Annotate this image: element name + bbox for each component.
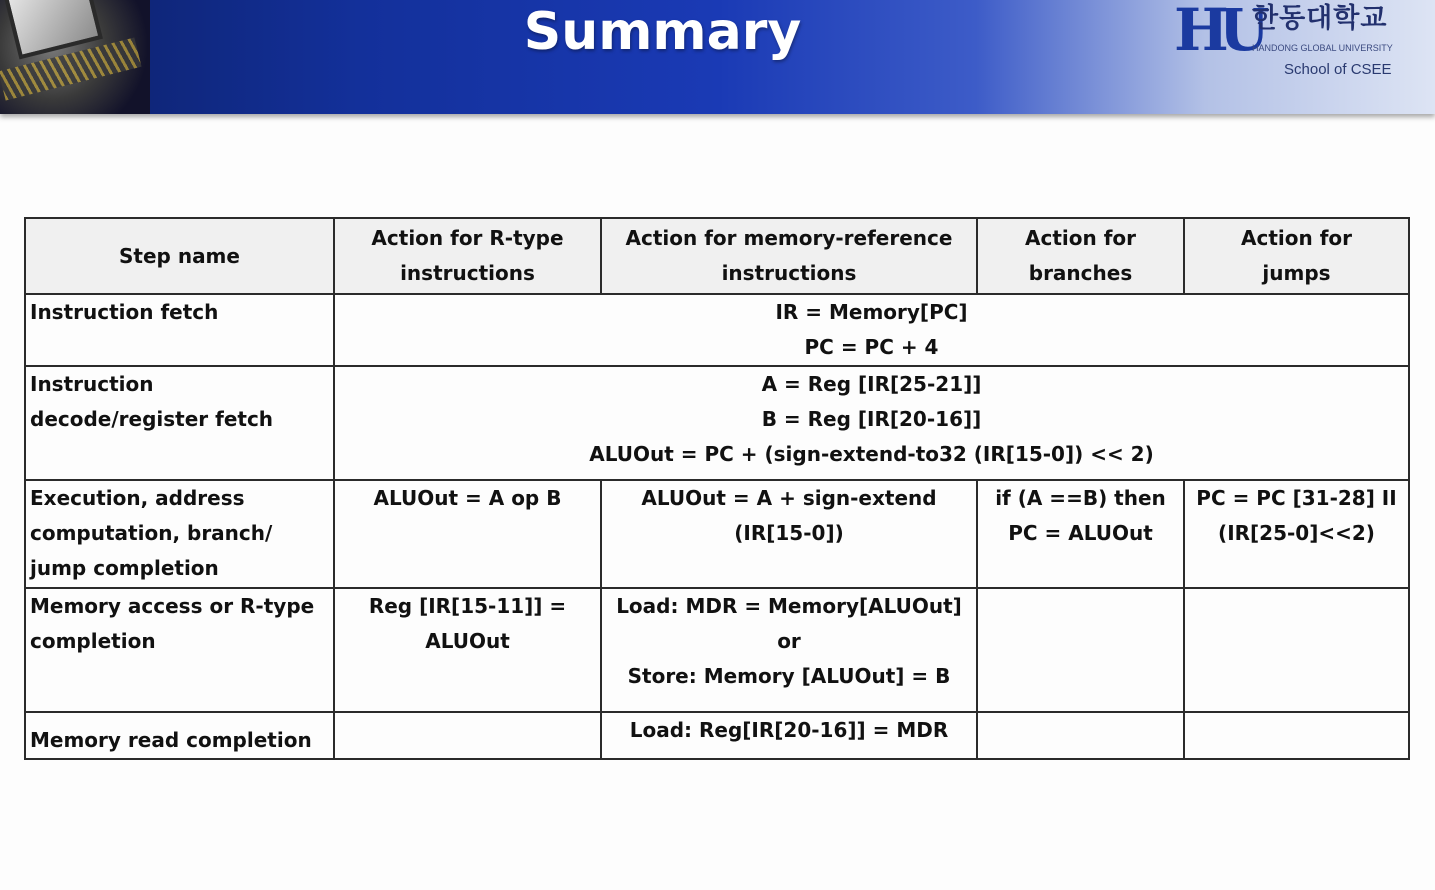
step-memory-access: Memory access or R-type completion — [25, 588, 334, 712]
header-step-name: Step name — [25, 218, 334, 294]
readcomp-rtype-action — [334, 712, 601, 759]
logo-mark: HU — [1174, 0, 1260, 64]
fetch-action: IR = Memory[PC] PC = PC + 4 — [334, 294, 1409, 366]
university-logo — [1172, 0, 1435, 90]
memory-rtype-action: Reg [IR[15-11]] = ALUOut — [334, 588, 601, 712]
readcomp-memref-action: Load: Reg[IR[20-16]] = MDR — [601, 712, 977, 759]
table-row — [25, 480, 1409, 588]
table-row — [25, 712, 1409, 759]
logo-korean-name: 한동대학교 — [1252, 3, 1388, 34]
header-jumps: Action for jumps — [1184, 218, 1409, 294]
readcomp-jump-action — [1184, 712, 1409, 759]
decode-action: A = Reg [IR[25-21]] B = Reg [IR[20-16]] ALUOut = PC + (sign-extend-to32 (IR[15-0]) << 2) — [334, 366, 1409, 480]
table-row — [25, 294, 1409, 366]
execute-jump-action: PC = PC [31-28] II (IR[25-0]<<2) — [1184, 480, 1409, 588]
step-instruction-fetch: Instruction fetch — [25, 294, 334, 366]
summary-table — [24, 217, 1410, 760]
step-decode: Instruction decode/register fetch — [25, 366, 334, 480]
header-memref: Action for memory-reference instructions — [601, 218, 977, 294]
slide-header — [0, 0, 1435, 114]
readcomp-branch-action — [977, 712, 1184, 759]
table-row — [25, 366, 1409, 480]
logo-school-name: School of CSEE — [1284, 61, 1392, 78]
execute-branch-action: if (A ==B) then PC = ALUOut — [977, 480, 1184, 588]
step-execution: Execution, address computation, branch/ jump completion — [25, 480, 334, 588]
memory-branch-action — [977, 588, 1184, 712]
table-row — [25, 588, 1409, 712]
logo-english-name: HANDONG GLOBAL UNIVERSITY — [1252, 43, 1393, 53]
memory-jump-action — [1184, 588, 1409, 712]
execute-memref-action: ALUOut = A + sign-extend (IR[15-0]) — [601, 480, 977, 588]
header-branches: Action for branches — [977, 218, 1184, 294]
step-memory-read-completion: Memory read completion — [25, 712, 334, 759]
slide-title: Summary — [523, 2, 802, 62]
header-rtype: Action for R-type instructions — [334, 218, 601, 294]
execute-rtype-action: ALUOut = A op B — [334, 480, 601, 588]
memory-memref-action: Load: MDR = Memory[ALUOut] or Store: Memory [ALUOut] = B — [601, 588, 977, 712]
table-header-row — [25, 218, 1409, 294]
